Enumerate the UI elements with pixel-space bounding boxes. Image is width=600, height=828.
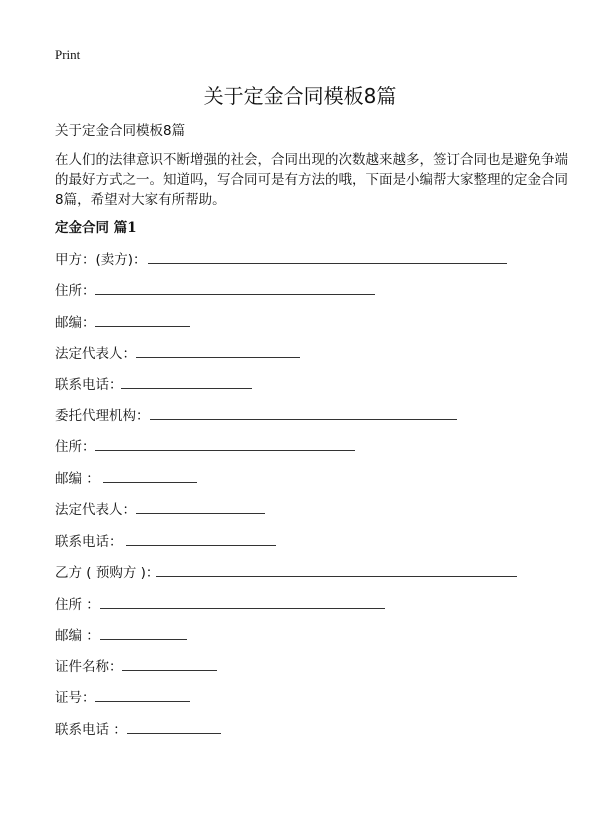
field-label: 证号： [55,690,96,706]
field-label: 邮编 ： [55,628,100,644]
blank-underline [100,639,187,640]
blank-underline [136,513,265,514]
blank-underline [95,701,190,702]
page-title: 关于定金合同模板8篇 [203,84,397,108]
blank-underline [150,419,457,420]
blank-underline [127,733,221,734]
print-link[interactable]: Print [55,47,81,62]
field-label: 证件名称： [55,659,123,675]
blank-underline [148,263,507,264]
blank-underline [103,482,197,483]
blank-underline [121,388,252,389]
field-label: 委托代理机构： [55,408,150,424]
blank-underline [156,576,517,577]
blank-underline [126,545,276,546]
field-label: 联系电话： [55,377,123,393]
field-label: 邮编： [55,315,96,331]
blank-underline [136,357,300,358]
blank-underline [122,670,217,671]
field-label: 住所 ： [55,597,100,613]
blank-underline [95,450,355,451]
blank-underline [95,294,375,295]
blank-underline [95,326,190,327]
field-label: 乙方 ( 预购方 )： [55,565,160,581]
field-label: 甲方：(卖方)： [55,252,147,268]
blank-underline [100,608,385,609]
subtitle: 关于定金合同模板8篇 [55,123,186,139]
field-label: 住所： [55,439,96,455]
field-label: 邮编 ： [55,471,100,487]
section-heading: 定金合同 篇1 [55,220,137,236]
field-label: 联系电话 ： [55,722,127,738]
field-label: 法定代表人： [55,502,136,518]
intro-paragraph: 在人们的法律意识不断增强的社会，合同出现的次数越来越多，签订合同也是避免争端的最好方式之一。知道吗，写合同可是有方法的哦，下面是小编帮大家整理的定金合同8篇，希望对大家有所帮助。 [55,152,568,208]
field-label: 法定代表人： [55,346,136,362]
field-label: 住所： [55,283,96,299]
field-label: 联系电话： [55,534,123,550]
